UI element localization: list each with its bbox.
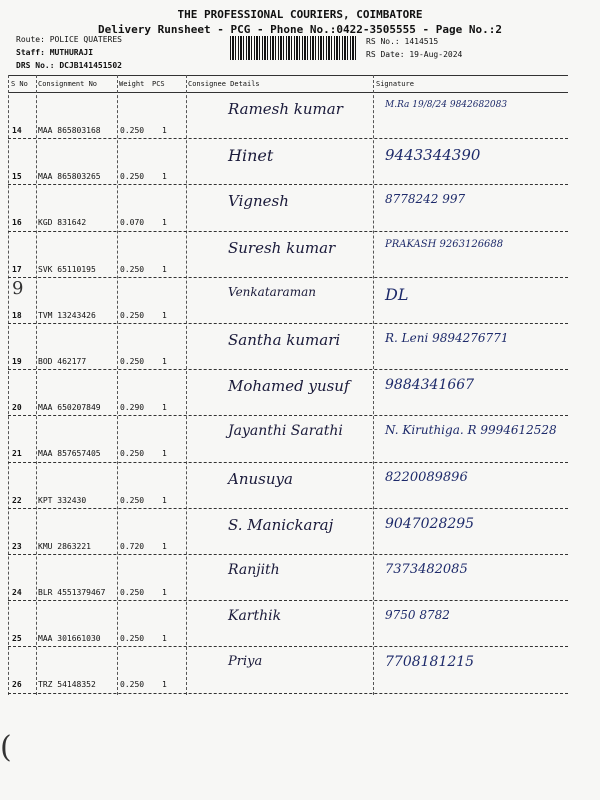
row-sno: 19 — [12, 357, 22, 366]
barcode — [230, 36, 358, 60]
row-sno: 24 — [12, 588, 22, 597]
row-sno: 14 — [12, 126, 22, 135]
row-sno: 22 — [12, 495, 22, 505]
header-consignee: Consignee Details — [188, 80, 260, 88]
header-consignment: Consignment No — [38, 80, 98, 88]
row-consignee-name: Jayanthi Sarathi — [228, 423, 343, 440]
row-consignment-no: KGD 831642 — [38, 218, 87, 228]
column-divider — [373, 75, 374, 695]
row-consignment-no: MAA 865803265 — [38, 172, 101, 182]
handwritten-mark: ( — [0, 730, 12, 765]
row-divider — [8, 323, 568, 324]
drs-label: DRS No.: DCJB141451502 — [16, 61, 122, 70]
row-pcs: 1 — [162, 495, 167, 505]
row-weight: 0.250 — [120, 588, 145, 597]
rs-date-label: RS Date: 19-Aug-2024 — [366, 50, 463, 59]
row-consignee-name: Karthik — [228, 608, 282, 625]
row-consignment-no: BLR 4551379467 — [38, 588, 106, 597]
row-weight: 0.250 — [120, 264, 145, 274]
row-consignment-no: KMU 2863221 — [38, 541, 91, 551]
row-sno: 23 — [12, 541, 22, 551]
row-divider — [8, 138, 568, 139]
row-consignment-no: SVK 65110195 — [38, 264, 96, 274]
row-sno: 21 — [12, 449, 22, 459]
row-consignment-no: TVM 13243426 — [38, 310, 96, 320]
route-label: Route: POLICE QUATERES — [16, 35, 122, 44]
row-pcs: 1 — [162, 218, 167, 228]
row-weight: 0.250 — [120, 357, 145, 366]
row-pcs: 1 — [162, 680, 167, 690]
row-signature: R. Leni 9894276771 — [385, 331, 509, 345]
row-pcs: 1 — [162, 172, 167, 182]
row-consignee-name: Priya — [228, 654, 263, 670]
row-consignee-name: Anusuya — [228, 469, 293, 488]
row-signature: 9884341667 — [385, 377, 475, 394]
row-sno: 15 — [12, 172, 22, 182]
row-consignee-name: Ramesh kumar — [228, 100, 343, 118]
row-consignee-name: Mohamed yusuf — [228, 377, 350, 396]
row-signature: N. Kiruthiga. R 9994612528 — [385, 423, 557, 438]
row-consignment-no: TRZ 54148352 — [38, 680, 96, 690]
row-pcs: 1 — [162, 126, 167, 135]
row-consignment-no: MAA 650207849 — [38, 403, 101, 413]
header-pcs: PCS — [152, 80, 165, 88]
row-divider — [8, 231, 568, 232]
row-signature: 7708181215 — [385, 654, 475, 671]
row-divider — [8, 554, 568, 555]
row-signature: PRAKASH 9263126688 — [385, 238, 504, 250]
row-weight: 0.250 — [120, 310, 145, 320]
row-consignee-name: Hinet — [228, 146, 274, 166]
row-consignee-name: Santha kumari — [228, 331, 341, 349]
row-signature: 9750 8782 — [385, 608, 450, 623]
row-sno: 18 — [12, 310, 22, 320]
row-weight: 0.250 — [120, 634, 145, 644]
header-weight: Weight — [119, 80, 145, 88]
row-pcs: 1 — [162, 449, 167, 459]
row-consignment-no: MAA 301661030 — [38, 634, 101, 644]
row-weight: 0.250 — [120, 172, 145, 182]
row-pcs: 1 — [162, 403, 167, 413]
staff-label: Staff: MUTHURAJI — [16, 48, 94, 57]
row-weight: 0.250 — [120, 449, 145, 459]
row-consignment-no: KPT 332430 — [38, 495, 87, 505]
row-pcs: 1 — [162, 634, 167, 644]
row-weight: 0.250 — [120, 680, 145, 690]
row-divider — [8, 462, 568, 463]
row-pcs: 1 — [162, 357, 167, 366]
row-consignee-name: S. Manickaraj — [228, 515, 334, 534]
row-consignee-name: Suresh kumar — [228, 238, 336, 257]
row-weight: 0.290 — [120, 403, 145, 413]
row-consignee-name: Ranjith — [228, 562, 280, 578]
row-consignment-no: MAA 865803168 — [38, 126, 101, 135]
row-signature: DL — [385, 284, 409, 304]
row-sno: 20 — [12, 403, 22, 413]
row-pcs: 1 — [162, 588, 167, 597]
handwritten-mark: 9 — [12, 278, 24, 299]
rs-no-label: RS No.: 1414515 — [366, 37, 439, 46]
header-sno: S No — [11, 80, 28, 88]
row-signature: 7373482085 — [385, 562, 468, 577]
row-divider — [8, 415, 568, 416]
row-consignee-name: Vignesh — [228, 192, 289, 211]
row-pcs: 1 — [162, 264, 167, 274]
row-consignment-no: MAA 857657405 — [38, 449, 101, 459]
row-pcs: 1 — [162, 541, 167, 551]
column-divider — [117, 75, 118, 695]
document-subtitle: Delivery Runsheet - PCG - Phone No.:0422-3505555 - Page No.:2 — [98, 23, 502, 36]
column-divider — [8, 75, 9, 695]
row-divider — [8, 369, 568, 370]
row-signature: 9047028295 — [385, 515, 475, 532]
row-weight: 0.250 — [120, 126, 145, 135]
row-signature: 8778242 997 — [385, 192, 466, 207]
row-weight: 0.070 — [120, 218, 145, 228]
row-divider — [8, 646, 568, 647]
row-sno: 17 — [12, 264, 22, 274]
header-signature: Signature — [376, 80, 414, 88]
document-title: THE PROFESSIONAL COURIERS, COIMBATORE — [177, 8, 423, 21]
row-divider — [8, 277, 568, 278]
row-signature: M.Ra 19/8/24 9842682083 — [385, 100, 508, 110]
row-consignment-no: BOD 462177 — [38, 357, 87, 366]
row-sno: 26 — [12, 680, 22, 690]
row-consignee-name: Venkataraman — [228, 284, 316, 299]
row-weight: 0.720 — [120, 541, 145, 551]
row-divider — [8, 184, 568, 185]
column-divider — [36, 75, 37, 695]
row-sno: 16 — [12, 218, 22, 228]
column-divider — [186, 75, 187, 695]
row-pcs: 1 — [162, 310, 167, 320]
row-divider — [8, 508, 568, 509]
row-divider — [8, 600, 568, 601]
row-weight: 0.250 — [120, 495, 145, 505]
row-sno: 25 — [12, 634, 22, 644]
row-signature: 9443344390 — [385, 146, 481, 165]
table-header-border — [8, 92, 568, 93]
row-signature: 8220089896 — [385, 469, 468, 485]
row-divider — [8, 693, 568, 694]
table-top-border — [8, 75, 568, 76]
